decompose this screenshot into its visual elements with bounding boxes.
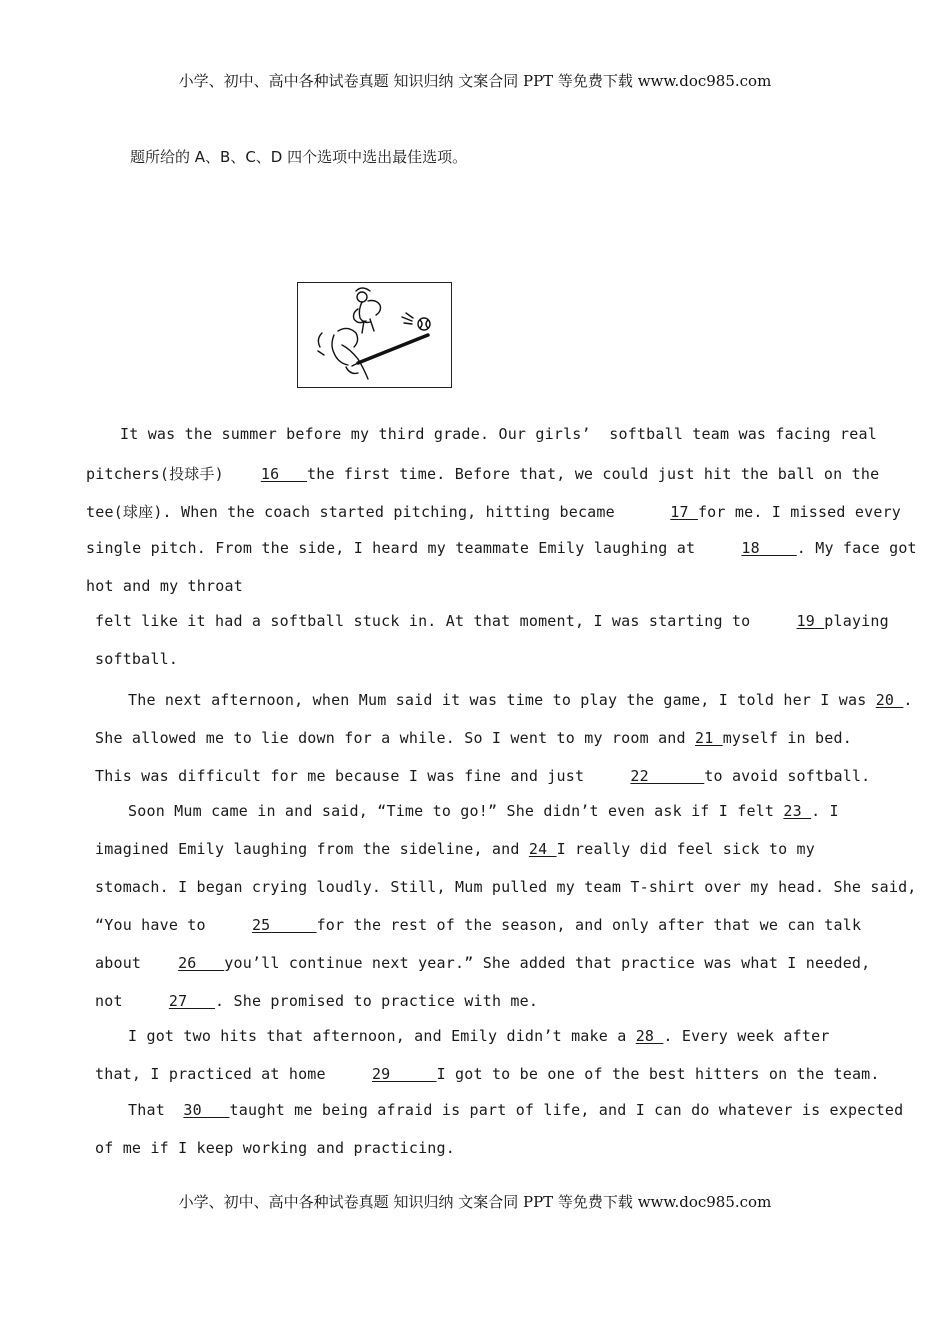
text-segment: I got two hits that afternoon, and Emily didn’t make a bbox=[128, 1027, 636, 1045]
passage-line-17 bbox=[128, 1027, 830, 1045]
text-segment: imagined Emily laughing from the sideline, and bbox=[95, 840, 529, 858]
text-segment: . She promised to practice with me. bbox=[215, 992, 539, 1010]
passage-line-2 bbox=[86, 463, 879, 484]
text-segment: to avoid softball. bbox=[704, 767, 871, 785]
passage-line-3 bbox=[86, 501, 901, 522]
passage-line-13: stomach. I began crying loudly. Still, Mum pulled my team T-shirt over my head. She said, bbox=[95, 878, 917, 896]
text-segment: you’ll continue next year.” She added that practice was what I needed, bbox=[224, 954, 871, 972]
page-header: 小学、初中、高中各种试卷真题 知识归纳 文案合同 PPT 等免费下载 www.doc985.com bbox=[178, 72, 772, 90]
text-segment: . bbox=[903, 691, 913, 709]
passage-line-11 bbox=[128, 802, 839, 820]
text-segment: not bbox=[95, 992, 169, 1010]
text-segment: for me. I missed every bbox=[697, 503, 902, 521]
passage-line-1: It was the summer before my third grade. Our girls’ softball team was facing real bbox=[120, 425, 877, 443]
softball-illustration bbox=[297, 282, 452, 388]
passage-line-4 bbox=[86, 539, 917, 557]
passage-line-18 bbox=[95, 1065, 880, 1083]
text-segment: pitchers(投球手) bbox=[86, 465, 261, 483]
blank-25: 25 bbox=[251, 916, 317, 934]
text-segment: taught me being afraid is part of life, and I can do whatever is expected bbox=[229, 1101, 904, 1119]
text-segment: I really did feel sick to my bbox=[556, 840, 816, 858]
blank-18: 18 bbox=[741, 539, 797, 557]
text-segment: for the rest of the season, and only after that we can talk bbox=[316, 916, 862, 934]
text-segment: felt like it had a softball stuck in. At that moment, I was starting to bbox=[95, 612, 797, 630]
blank-17: 17 bbox=[670, 503, 698, 521]
passage-line-6 bbox=[95, 612, 889, 630]
passage-line-20: of me if I keep working and practicing. bbox=[95, 1139, 455, 1157]
text-segment: “You have to bbox=[95, 916, 252, 934]
text-segment: tee(球座). When the coach started pitching, hitting became bbox=[86, 503, 671, 521]
text-segment: about bbox=[95, 954, 179, 972]
blank-19: 19 bbox=[796, 612, 825, 630]
passage-line-15 bbox=[95, 954, 870, 972]
text-segment: myself in bed. bbox=[722, 729, 852, 747]
text-segment: . I bbox=[811, 802, 839, 820]
text-segment: the first time. Before that, we could just hit the ball on the bbox=[307, 465, 880, 483]
text-segment: She allowed me to lie down for a while. So I went to my room and bbox=[95, 729, 695, 747]
text-segment: This was difficult for me because I was fine and just bbox=[95, 767, 631, 785]
passage-line-12 bbox=[95, 840, 815, 858]
blank-28: 28 bbox=[635, 1027, 664, 1045]
blank-23: 23 bbox=[783, 802, 812, 820]
passage-line-9 bbox=[95, 729, 852, 747]
passage-line-7: softball. bbox=[95, 650, 179, 668]
blank-29: 29 bbox=[371, 1065, 437, 1083]
blank-22: 22 bbox=[630, 767, 705, 785]
passage-line-16 bbox=[95, 992, 538, 1010]
text-segment: The next afternoon, when Mum said it was time to play the game, I told her I was bbox=[128, 691, 876, 709]
passage-line-5: hot and my throat bbox=[86, 577, 243, 595]
blank-20: 20 bbox=[875, 691, 904, 709]
text-segment: . My face got bbox=[796, 539, 917, 557]
passage-line-19 bbox=[128, 1101, 903, 1119]
text-segment: . Every week after bbox=[663, 1027, 830, 1045]
softball-player-icon bbox=[298, 283, 451, 387]
text-segment: playing bbox=[824, 612, 889, 630]
blank-24: 24 bbox=[528, 840, 557, 858]
blank-27: 27 bbox=[168, 992, 216, 1010]
text-segment: I got to be one of the best hitters on the team. bbox=[436, 1065, 880, 1083]
page-footer: 小学、初中、高中各种试卷真题 知识归纳 文案合同 PPT 等免费下载 www.doc985.com bbox=[178, 1193, 772, 1211]
text-segment: that, I practiced at home bbox=[95, 1065, 372, 1083]
passage-line-8 bbox=[128, 691, 913, 709]
blank-16: 16 bbox=[260, 465, 307, 483]
blank-26: 26 bbox=[178, 954, 225, 972]
text-segment: That bbox=[128, 1101, 184, 1119]
passage-line-10 bbox=[95, 767, 870, 785]
text-segment: Soon Mum came in and said, “Time to go!” She didn’t even ask if I felt bbox=[128, 802, 784, 820]
instruction-text: 题所给的 A、B、C、D 四个选项中选出最佳选项。 bbox=[130, 148, 468, 166]
blank-30: 30 bbox=[183, 1101, 230, 1119]
text-segment: single pitch. From the side, I heard my teammate Emily laughing at bbox=[86, 539, 742, 557]
blank-21: 21 bbox=[695, 729, 723, 747]
passage-line-14 bbox=[95, 916, 861, 934]
